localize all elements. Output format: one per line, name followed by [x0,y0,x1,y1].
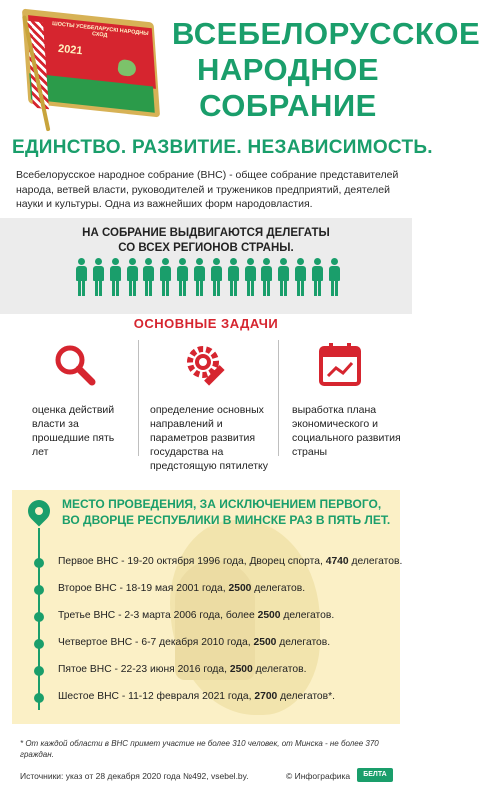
delegates-heading [60,226,352,256]
title-line-3: СОБРАНИЕ [199,88,377,123]
timeline-item-prefix: Шестое ВНС - 11-12 февраля 2021 года, [58,691,255,702]
delegate-figure-icon [245,258,256,296]
tasks-heading: ОСНОВНЫЕ ЗАДАЧИ [133,316,279,331]
delegates-heading-line-2: СО ВСЕХ РЕГИОНОВ СТРАНЫ. [118,242,294,254]
divider [138,340,139,456]
timeline-item [58,637,330,648]
magnifier-icon [50,340,100,390]
timeline-item [58,556,402,567]
timeline-dot [34,585,44,595]
task-text: выработка плана экономического и социального развития страны [292,404,401,458]
timeline-item [58,664,306,675]
timeline-item [58,583,305,594]
calendar-chart-icon [316,340,366,390]
delegate-figure-icon [312,258,323,296]
task-text: оценка действий власти за прошедшие пять лет [32,404,115,458]
timeline-item-suffix: делегатов. [251,583,306,594]
delegate-figure-icon [211,258,222,296]
timeline-item-suffix: делегатов. [348,556,403,567]
delegate-figure-icon [329,258,340,296]
credit: © Инфографика [286,771,351,781]
delegate-figure-icon [127,258,138,296]
delegate-figure-icon [93,258,104,296]
flag-banner-text: ШОСТЫ УСЕБЕЛАРУСКІ НАРОДНЫ СХОД [51,20,149,39]
timeline-item-prefix: Второе ВНС - 18-19 мая 2001 года, [58,583,229,594]
delegate-figure-icon [295,258,306,296]
place-heading-line-2: ВО ДВОРЦЕ РЕСПУБЛИКИ В МИНСКЕ РАЗ В ПЯТЬ ЛЕТ. [62,513,391,527]
timeline-item-count: 2500 [229,664,253,675]
timeline-item-prefix: Пятое ВНС - 22-23 июня 2016 года, [58,664,230,675]
timeline-item-count: 4740 [325,556,349,567]
timeline-dot [34,666,44,676]
delegate-figure-icon [194,258,205,296]
timeline-item [58,691,335,702]
delegate-figure-icon [261,258,272,296]
belta-logo: БЕЛТА [357,768,393,782]
timeline-dot [34,693,44,703]
flag-year: 2021 [57,42,84,58]
timeline-item-suffix: делегатов*. [277,691,335,702]
timeline-item-suffix: делегатов. [276,637,331,648]
timeline-item-count: 2500 [257,610,281,621]
title-line-2: НАРОДНОЕ [196,52,379,87]
delegate-figure-icon [228,258,239,296]
timeline-item [58,610,334,621]
delegates-figures [76,258,340,298]
delegate-figure-icon [177,258,188,296]
timeline-dot [34,612,44,622]
gear-pencil-icon [183,340,233,390]
location-pin-hole [35,507,43,515]
title-line-1: ВСЕБЕЛОРУССКОЕ [172,16,480,51]
sources: Источники: указ от 28 декабря 2020 года №492, vsebel.by. [20,771,249,781]
delegate-figure-icon [143,258,154,296]
timeline-dot [34,558,44,568]
timeline-item-count: 2500 [253,637,277,648]
divider [278,340,279,456]
timeline-item-prefix: Третье ВНС - 2-3 марта 2006 года, более [58,610,258,621]
timeline-item-count: 2700 [254,691,278,702]
delegates-heading-line-1: НА СОБРАНИЕ ВЫДВИГАЮТСЯ ДЕЛЕГАТЫ [82,227,330,239]
timeline-item-suffix: делегатов. [280,610,335,621]
page-title [172,16,480,124]
footnote: * От каждой области в ВНС примет участие не более 310 человек, от Минска - не более 370 граждан. [20,739,379,759]
delegate-figure-icon [110,258,121,296]
task-text: определение основных направлений и параметров развития государства на предстоящую пятилетку [150,404,268,472]
motto: ЕДИНСТВО. РАЗВИТИЕ. НЕЗАВИСИМОСТЬ. [12,137,433,158]
timeline-item-prefix: Первое ВНС - 19-20 октября 1996 года, Дворец спорта, [58,556,326,567]
delegate-figure-icon [278,258,289,296]
place-heading [62,496,398,528]
delegate-figure-icon [160,258,171,296]
place-heading-line-1: МЕСТО ПРОВЕДЕНИЯ, ЗА ИСКЛЮЧЕНИЕМ ПЕРВОГО, [62,497,382,511]
timeline-item-prefix: Четвертое ВНС - 6-7 декабря 2010 года, [58,637,254,648]
timeline-item-suffix: делегатов. [252,664,307,675]
intro-text: Всебелорусское народное собрание (ВНС) - общее собрание представителей народа, ветвей власти, руководителей и тружеников предприятий, деятелей науки и культуры. Одна из важнейших форм народовластия. [16,169,399,210]
timeline-item-count: 2500 [228,583,252,594]
delegate-figure-icon [76,258,87,296]
timeline-dot [34,639,44,649]
